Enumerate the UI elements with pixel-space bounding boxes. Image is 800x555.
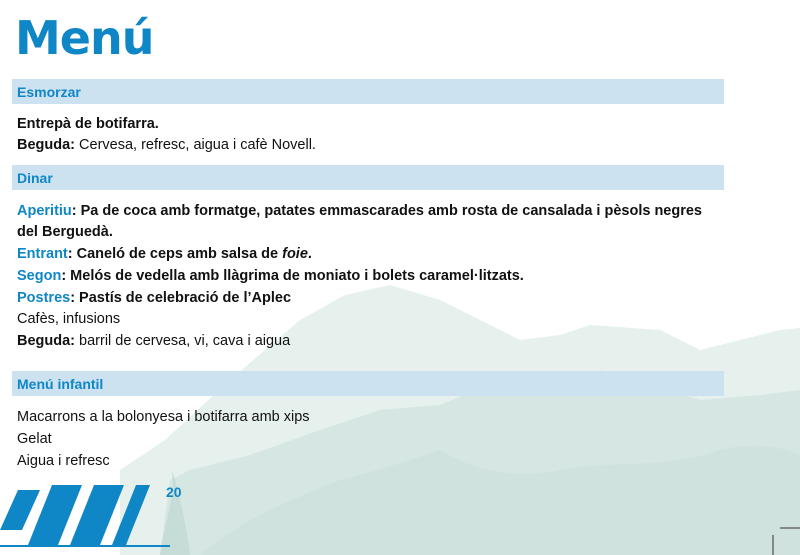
segon-text: : Melós de vedella amb llàgrima de moniato i bolets caramel·litzats. [61,268,524,284]
drink-label: Beguda: [17,137,75,153]
dinar-drink [17,330,290,352]
infantil-item: Aigua i refresc [17,453,110,469]
segon-label: Segon [17,268,62,284]
aperitiu-line [17,200,702,222]
entrant-text: : Caneló de ceps amb salsa de [67,246,283,262]
infantil-item: Gelat [17,431,52,447]
entrant-label: Entrant [17,246,68,262]
page-title: Menú [15,11,154,65]
esmorzar-dish: Entrepà de botifarra. [17,116,159,132]
segon-line [17,265,524,287]
drink-text: barril de cervesa, vi, cava i aigua [75,333,291,349]
postres-label: Postres [17,290,71,306]
drink-text: Cervesa, refresc, aigua i cafè Novell. [75,137,316,153]
section-heading-infantil: Menú infantil [12,371,724,396]
aperitiu-line-2: del Berguedà. [17,224,113,240]
entrant-line [17,243,312,265]
section-heading-esmorzar: Esmorzar [12,79,724,104]
drink-label: Beguda: [17,333,75,349]
entrant-end: . [307,246,312,262]
aperitiu-text: : Pa de coca amb formatge, patates emmascarades amb rosta de cansalada i pèsols negres [71,203,703,219]
postres-line [17,287,291,309]
page-number: 20 [166,484,182,500]
aperitiu-label: Aperitiu [17,203,72,219]
postres-text: : Pastís de celebració de l’Aplec [70,290,292,306]
entrant-italic: foie [282,246,308,262]
esmorzar-drink [17,134,316,156]
cafes-line: Cafès, infusions [17,311,121,327]
section-heading-dinar: Dinar [12,165,724,190]
infantil-item: Macarrons a la bolonyesa i botifarra amb xips [17,409,310,425]
